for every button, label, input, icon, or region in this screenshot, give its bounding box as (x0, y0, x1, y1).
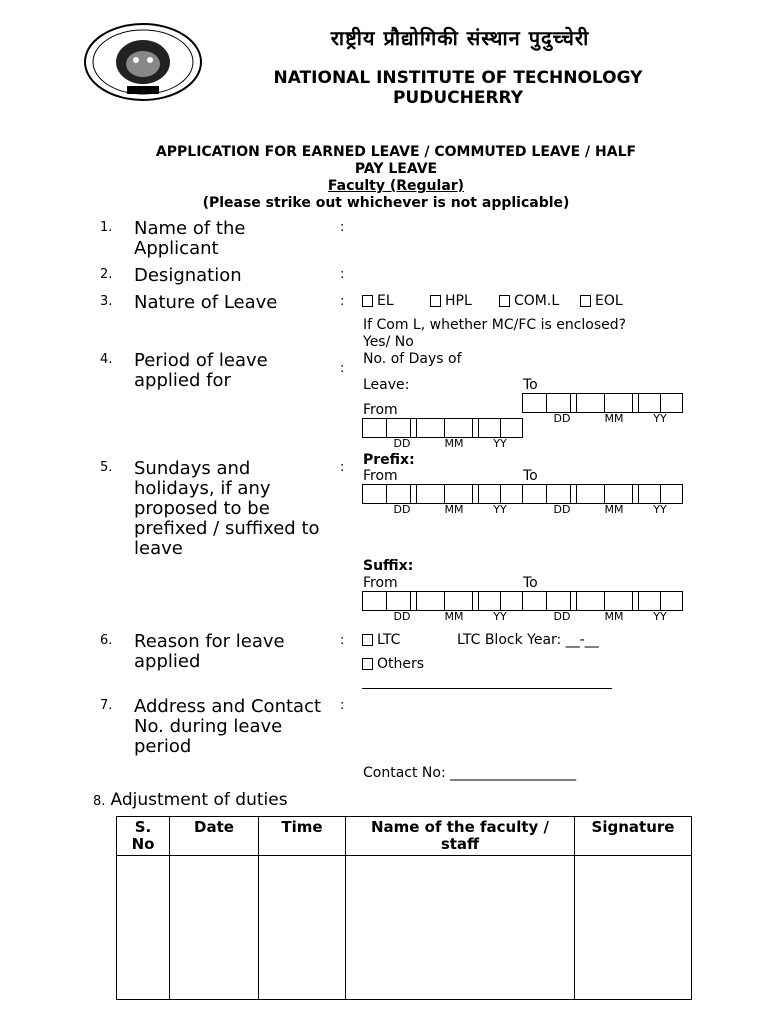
table-row[interactable] (117, 856, 692, 1000)
adjustment-table (116, 816, 692, 1000)
prefix-from-date-input[interactable] (362, 484, 523, 504)
institute-name-line2: PUDUCHERRY (392, 88, 524, 108)
field-number: 7. (100, 698, 113, 713)
prefix-from-label: From (363, 468, 398, 484)
field-number: 2. (100, 267, 113, 282)
colon: : (340, 294, 345, 309)
days-label: No. of Days of (363, 351, 462, 367)
col-header-sno: S. No (117, 817, 170, 856)
suffix-to-date-input[interactable] (522, 591, 683, 611)
checkbox-icon (499, 295, 510, 307)
nature-of-leave-label: Nature of Leave (134, 292, 278, 313)
form-instruction: (Please strike out whichever is not applicable) (202, 195, 570, 211)
colon: : (340, 267, 345, 282)
reason-option-ltc[interactable]: LTC (362, 632, 400, 648)
leave-option-el[interactable]: EL (362, 293, 394, 309)
applicant-name-label: Name of the Applicant (134, 218, 246, 259)
colon: : (340, 633, 345, 648)
leave-option-coml[interactable]: COM.L (499, 293, 559, 309)
leave-option-eol[interactable]: EOL (580, 293, 623, 309)
reason-label: Reason for leave applied (134, 631, 285, 672)
date-format-labels: DD MM YY (553, 412, 667, 425)
reason-option-others[interactable]: Others (362, 656, 424, 672)
institute-logo (82, 22, 204, 102)
form-title-line1: APPLICATION FOR EARNED LEAVE / COMMUTED LEAVE / HALF (155, 144, 637, 160)
col-header-date: Date (170, 817, 259, 856)
colon: : (340, 220, 345, 235)
form-title-line2: PAY LEAVE (354, 161, 438, 177)
coml-question: If Com L, whether MC/FC is enclosed? (363, 317, 627, 333)
suffix-from-label: From (363, 575, 398, 591)
col-header-name: Name of the faculty / staff (346, 817, 575, 856)
field-number: 6. (100, 633, 113, 648)
contact-no-field[interactable]: Contact No: __________________ (363, 765, 577, 781)
suffix-to-label: To (523, 575, 538, 591)
prefix-to-label: To (523, 468, 538, 484)
ltc-block-year: LTC Block Year: __-__ (457, 632, 599, 648)
designation-label: Designation (134, 265, 242, 286)
date-format-labels: DD MM YY (553, 610, 667, 623)
checkbox-icon (362, 634, 373, 646)
field-number: 1. (100, 220, 113, 235)
coml-yes-no: Yes/ No (363, 334, 414, 350)
address-label: Address and Contact No. during leave period (134, 696, 322, 757)
period-from-date-input[interactable] (362, 418, 523, 438)
period-to-date-input[interactable] (522, 393, 683, 413)
institute-name-line1: NATIONAL INSTITUTE OF TECHNOLOGY (273, 68, 643, 88)
suffix-from-date-input[interactable] (362, 591, 523, 611)
date-format-labels: DD MM YY (553, 503, 667, 516)
adjustment-of-duties-label: 8. Adjustment of duties (93, 790, 288, 810)
from-label: From (363, 402, 398, 418)
checkbox-icon (430, 295, 441, 307)
colon: : (340, 698, 345, 713)
hindi-title: राष्ट्रीय प्रौद्योगिकी संस्थान पुदुच्चेरी (330, 26, 590, 50)
period-of-leave-label: Period of leave applied for (134, 350, 268, 391)
prefix-label: Prefix: (363, 452, 415, 468)
sundays-holidays-label: Sundays and holidays, if any proposed to be prefixed / suffixed to leave (134, 458, 320, 559)
date-format-labels: DD MM YY (393, 437, 507, 450)
date-format-labels: DD MM YY (393, 610, 507, 623)
suffix-label: Suffix: (363, 558, 414, 574)
field-number: 3. (100, 294, 113, 309)
to-label: To (523, 377, 538, 393)
date-format-labels: DD MM YY (393, 503, 507, 516)
form-subtitle: Faculty (Regular) (327, 178, 465, 194)
col-header-signature: Signature (575, 817, 692, 856)
colon: : (340, 361, 345, 376)
field-number: 5. (100, 460, 113, 475)
others-line[interactable] (362, 688, 612, 689)
prefix-to-date-input[interactable] (522, 484, 683, 504)
checkbox-icon (362, 658, 373, 670)
days-label-2: Leave: (363, 377, 410, 393)
leave-option-hpl[interactable]: HPL (430, 293, 472, 309)
field-number: 4. (100, 352, 113, 367)
checkbox-icon (580, 295, 591, 307)
checkbox-icon (362, 295, 373, 307)
col-header-time: Time (259, 817, 346, 856)
colon: : (340, 460, 345, 475)
